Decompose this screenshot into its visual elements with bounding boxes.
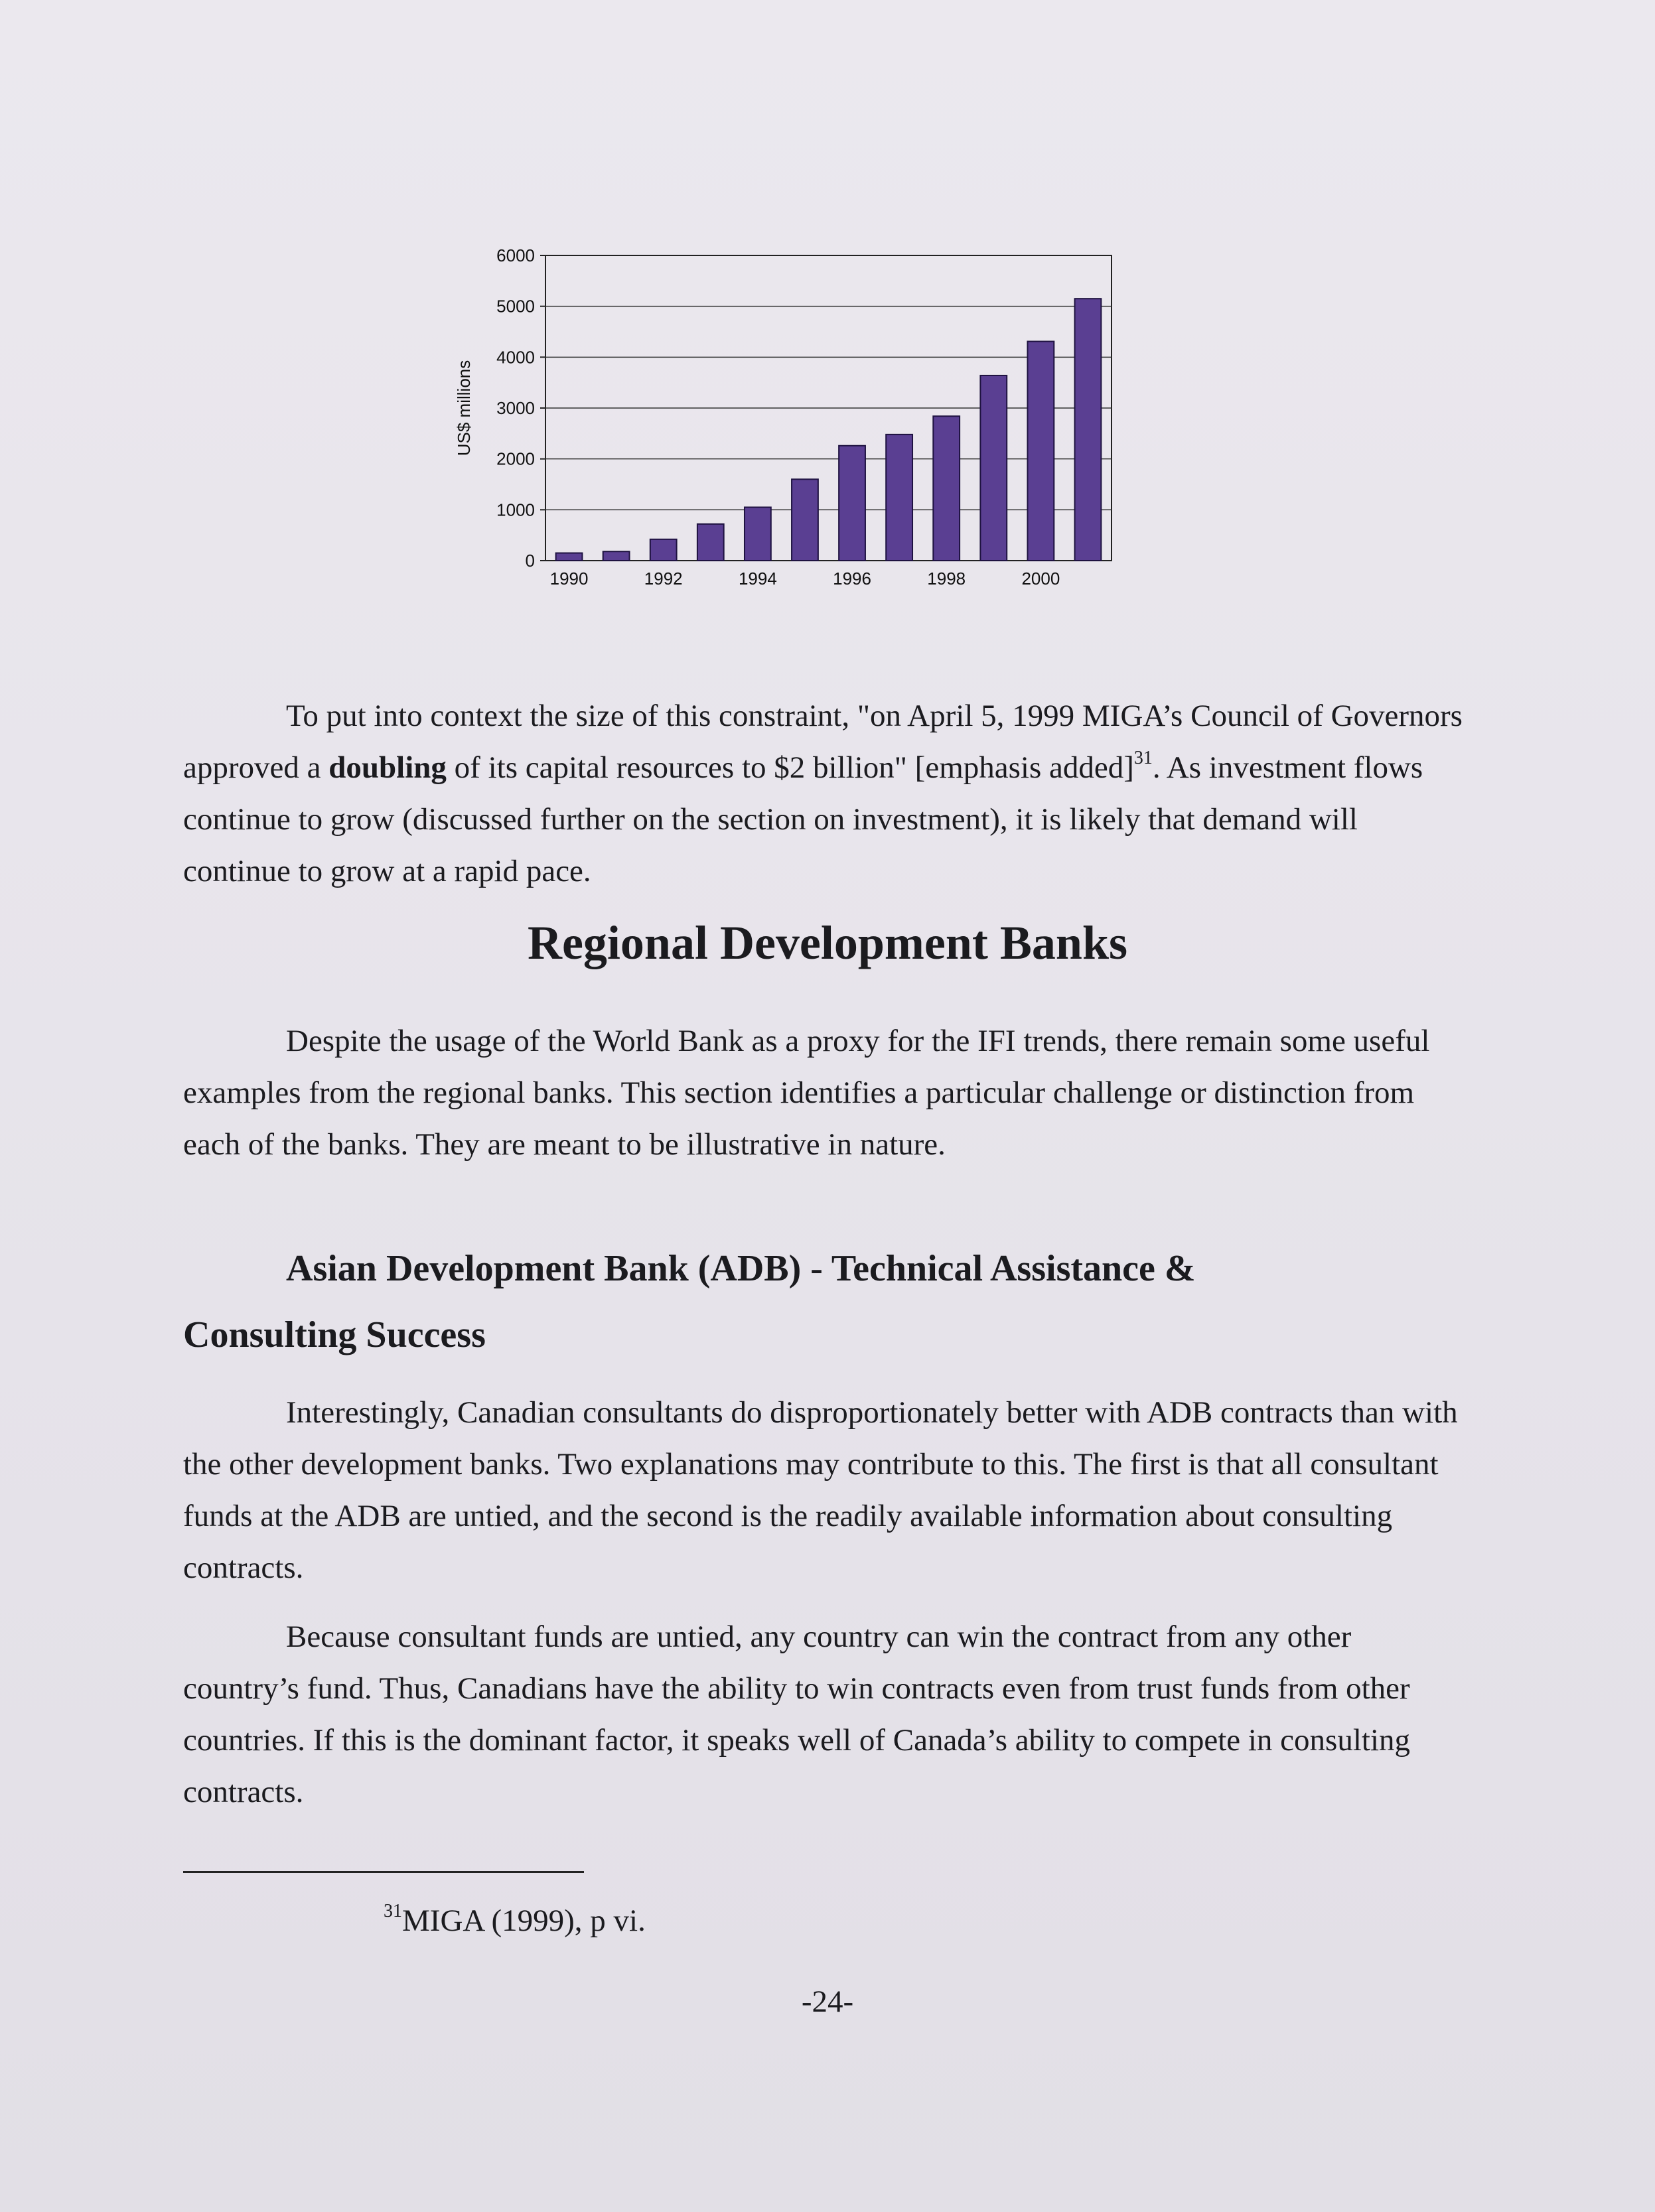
- page-number: -24-: [801, 1984, 854, 2019]
- x-tick-label: 1998: [927, 569, 966, 588]
- bar: [886, 435, 912, 561]
- bar: [697, 524, 724, 561]
- x-tick-label: 1996: [833, 569, 871, 588]
- bar: [556, 553, 583, 561]
- text-run: Because consultant funds are untied, any country can win the contract from any other country’s fund. Thus, Canadians have the ability to win contracts even from trust funds from other countries. If this is the dominant factor, it speaks well of Canada’s ability to compete in consulting contracts.: [183, 1620, 1410, 1809]
- text-run: Despite the usage of the World Bank as a proxy for the IFI trends, there remain some useful examples from the regional banks. This section identifies a particular challenge or distinction from each of the banks. They are meant to be illustrative in nature.: [183, 1024, 1430, 1162]
- bar: [603, 551, 630, 561]
- text-run: To put into context the size of this constraint, "on April 5, 1999 MIGA’s Council of Governors approved a: [183, 699, 1463, 785]
- y-tick-label: 1000: [496, 500, 535, 520]
- bar: [839, 446, 865, 561]
- footnote-ref: 31: [1133, 748, 1153, 769]
- footnote-number: 31: [384, 1901, 402, 1922]
- bar-chart: [398, 226, 1148, 597]
- y-tick-label: 3000: [496, 398, 535, 418]
- text-run: . As investment flows continue to grow (discussed further on the section on investment), it is likely that demand will continue to grow at a rapid pace.: [183, 750, 1423, 888]
- bar: [933, 416, 960, 561]
- text-run: Interestingly, Canadian consultants do disproportionately better with ADB contracts than with the other development banks. Two explanations may contribute to this. The first is that all consultant funds at the ADB are untied, and the second is the readily available information about consulting contracts.: [183, 1395, 1458, 1585]
- y-tick-label: 4000: [496, 347, 535, 368]
- y-tick-label: 5000: [496, 296, 535, 316]
- y-axis-label: US$ millions: [454, 360, 474, 456]
- paragraph-miga: [183, 690, 1471, 897]
- footnote: [384, 1903, 646, 1939]
- footnote-text: MIGA (1999), p vi.: [402, 1903, 646, 1938]
- text-run: of its capital resources to $2 billion" [emphasis added]: [446, 750, 1134, 785]
- x-tick-label: 2000: [1021, 569, 1060, 588]
- y-tick-label: 2000: [496, 449, 535, 469]
- x-tick-label: 1990: [549, 569, 589, 588]
- x-tick-label: 1992: [644, 569, 683, 588]
- paragraph-adb: [183, 1387, 1471, 1594]
- bar: [1027, 342, 1054, 561]
- section-title: Regional Development Banks: [527, 916, 1128, 969]
- emphasis-text: doubling: [328, 750, 447, 785]
- x-tick-label: 1994: [738, 569, 777, 588]
- y-tick-label: 6000: [496, 245, 535, 265]
- bar: [1075, 299, 1102, 561]
- subsection-title-line2: Consulting Success: [183, 1314, 486, 1355]
- bar: [745, 508, 771, 561]
- bar: [792, 479, 818, 561]
- subsection-title-line1: Asian Development Bank (ADB) - Technical Assistance &: [286, 1248, 1196, 1289]
- paragraph-regional: [183, 1015, 1471, 1170]
- footnote-rule: [183, 1871, 584, 1873]
- bar: [650, 539, 677, 561]
- paragraph-untied: [183, 1611, 1471, 1818]
- bar: [980, 376, 1007, 561]
- y-tick-label: 0: [525, 551, 535, 571]
